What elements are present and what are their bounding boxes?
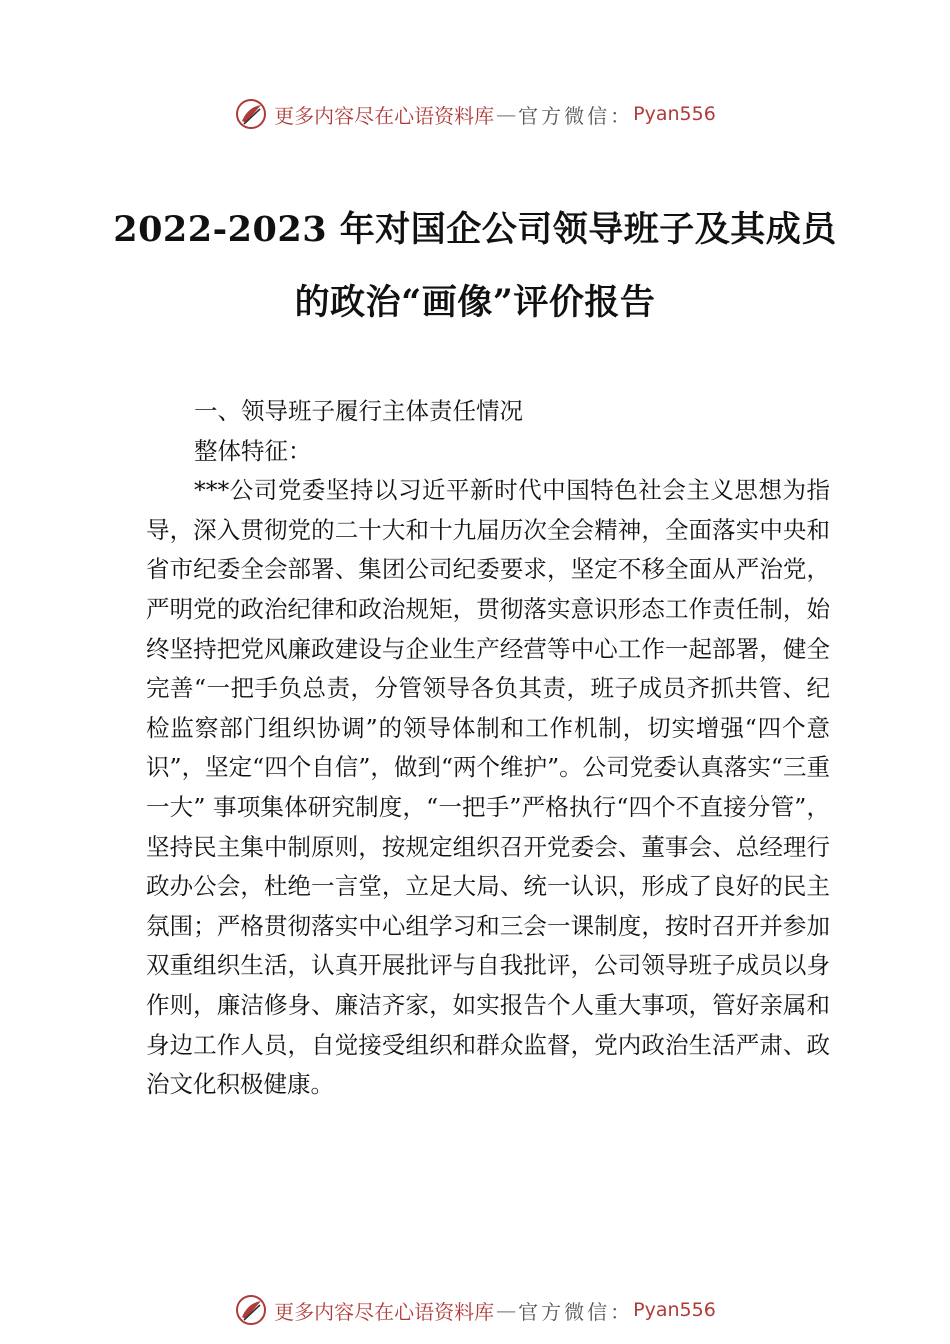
watermark-label: 官方微信： <box>518 103 634 128</box>
document-body <box>146 392 830 1105</box>
logo-icon <box>234 1293 268 1327</box>
watermark-text: 更多内容尽在心语资料库 <box>274 1299 495 1324</box>
watermark-separator: — <box>496 1298 517 1322</box>
watermark-wechat-id: Pyan556 <box>633 1299 716 1321</box>
document-title-line-1: 2022-2023 年对国企公司领导班子及其成员 <box>113 209 837 250</box>
footer-watermark <box>0 1290 950 1330</box>
document-title-line-2: 的政治“画像”评价报告 <box>294 282 656 323</box>
section-subheading: 整体特征： <box>194 436 312 465</box>
watermark-separator: — <box>496 102 517 126</box>
header-watermark <box>0 94 950 134</box>
watermark-label: 官方微信： <box>518 1299 634 1324</box>
section-heading: 一、领导班子履行主体责任情况 <box>194 397 523 425</box>
watermark-text: 更多内容尽在心语资料库 <box>274 103 495 128</box>
logo-icon <box>234 97 268 131</box>
watermark-wechat-id: Pyan556 <box>633 103 716 125</box>
body-paragraph: ***公司党委坚持以习近平新时代中国特色社会主义思想为指导，深入贯彻党的二十大和十九届历次全会精神，全面落实中央和省市纪委全会部署、集团公司纪委要求，坚定不移全面从严治党，严明党的政治纪律和政治规矩，贯彻落实意识形态工作责任制，始终坚持把党风廉政建设与企业生产经营等中心工作一起部署，健全完善“一把手负总责，分管领导各负其责，班子成员齐抓共管、纪检监察部门组织协调”的领导体制和工作机制，切实增强“四个意识”，坚定“四个自信”，做到“两个维护”。公司党委认真落实“三重一大” 事项集体研究制度，“一把手”严格执行“四个不直接分管”，坚持民主集中制原则，按规定组织召开党委会、董事会、总经理行政办公会，杜绝一言堂，立足大局、统一认识，形成了良好的民主氛围；严格贯彻落实中心组学习和三会一课制度，按时召开并参加双重组织生活，认真开展批评与自我批评，公司领导班子成员以身作则，廉洁修身、廉洁齐家，如实报告个人重大事项，管好亲属和身边工作人员，自觉接受组织和群众监督，党内政治生活严肃、政治文化积极健康。 <box>146 476 830 1099</box>
